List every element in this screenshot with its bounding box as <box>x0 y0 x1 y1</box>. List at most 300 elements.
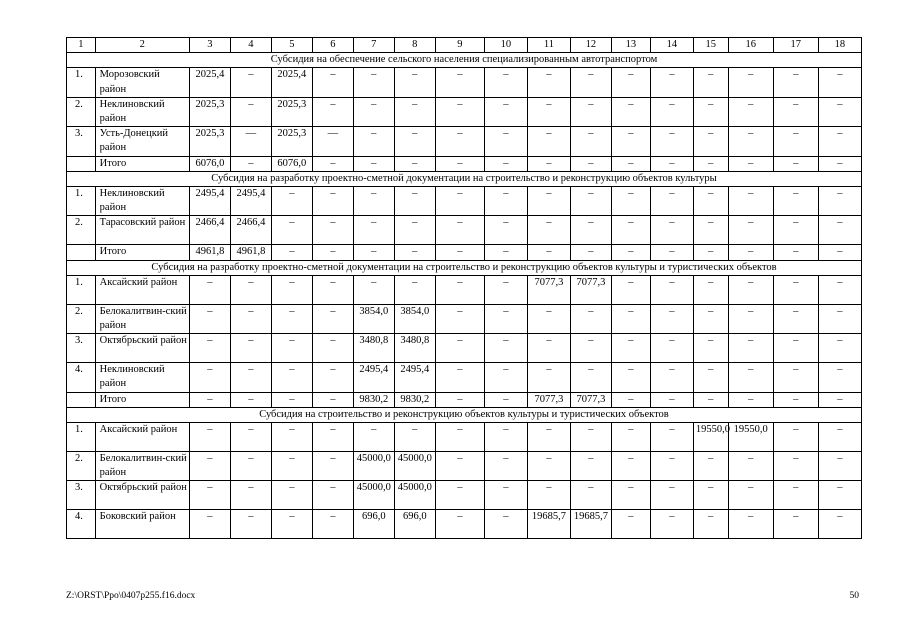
value-cell: – <box>650 392 693 407</box>
value-cell: – <box>527 304 570 333</box>
value-cell: – <box>189 275 230 304</box>
value-cell: – <box>728 127 773 156</box>
value-cell: – <box>650 275 693 304</box>
value-cell: – <box>693 97 728 126</box>
value-cell: – <box>484 187 527 216</box>
value-cell: 7077,3 <box>527 392 570 407</box>
value-cell: – <box>611 216 650 245</box>
value-cell: – <box>693 510 728 539</box>
value-cell: – <box>773 304 818 333</box>
value-cell: – <box>527 156 570 171</box>
value-cell: – <box>818 275 861 304</box>
value-cell: – <box>818 68 861 97</box>
value-cell: 3854,0 <box>394 304 435 333</box>
value-cell: – <box>818 187 861 216</box>
value-cell: – <box>650 510 693 539</box>
value-cell: 2025,3 <box>189 127 230 156</box>
value-cell: – <box>353 423 394 452</box>
value-cell: – <box>611 245 650 260</box>
section-title: Субсидия на разработку проектно-сметной документации на строительство и реконструкцию объектов культуры и туристических объектов <box>67 260 862 275</box>
value-cell: – <box>570 127 611 156</box>
column-header: 14 <box>650 38 693 53</box>
value-cell: – <box>271 452 312 481</box>
value-cell: – <box>728 245 773 260</box>
row-number: 2. <box>67 97 96 126</box>
column-header: 10 <box>484 38 527 53</box>
table-row <box>67 452 862 481</box>
value-cell: – <box>435 97 484 126</box>
value-cell: – <box>728 334 773 363</box>
value-cell: – <box>312 363 353 392</box>
column-header: 17 <box>773 38 818 53</box>
value-cell: – <box>611 452 650 481</box>
value-cell: – <box>394 156 435 171</box>
value-cell: – <box>570 245 611 260</box>
section-title-row <box>67 260 862 275</box>
value-cell: 2025,4 <box>271 68 312 97</box>
column-header: 12 <box>570 38 611 53</box>
value-cell: – <box>611 97 650 126</box>
value-cell: – <box>773 127 818 156</box>
column-header: 4 <box>230 38 271 53</box>
value-cell: – <box>818 392 861 407</box>
value-cell: 696,0 <box>353 510 394 539</box>
value-cell: 2025,3 <box>271 97 312 126</box>
column-header: 2 <box>95 38 189 53</box>
value-cell: – <box>394 423 435 452</box>
value-cell: – <box>435 304 484 333</box>
value-cell: – <box>312 481 353 510</box>
value-cell: – <box>773 423 818 452</box>
value-cell: – <box>773 510 818 539</box>
value-cell: 2466,4 <box>189 216 230 245</box>
value-cell: – <box>611 304 650 333</box>
value-cell: – <box>484 510 527 539</box>
value-cell: – <box>693 334 728 363</box>
value-cell: – <box>611 423 650 452</box>
value-cell: 9830,2 <box>394 392 435 407</box>
value-cell: 7077,3 <box>570 275 611 304</box>
value-cell: — <box>230 127 271 156</box>
value-cell: – <box>484 363 527 392</box>
section-title-row <box>67 53 862 68</box>
value-cell: – <box>728 187 773 216</box>
section-title-row <box>67 171 862 186</box>
value-cell: – <box>570 304 611 333</box>
value-cell: – <box>527 363 570 392</box>
district-name: Усть-Донецкий район <box>95 127 189 156</box>
column-header: 6 <box>312 38 353 53</box>
value-cell: – <box>693 363 728 392</box>
value-cell: – <box>693 304 728 333</box>
row-number: 1. <box>67 187 96 216</box>
value-cell: – <box>611 187 650 216</box>
value-cell: – <box>230 97 271 126</box>
value-cell: – <box>189 510 230 539</box>
value-cell: – <box>728 392 773 407</box>
value-cell: – <box>773 187 818 216</box>
value-cell: – <box>773 452 818 481</box>
district-name: Неклиновский район <box>95 363 189 392</box>
value-cell: – <box>435 363 484 392</box>
value-cell: – <box>818 363 861 392</box>
value-cell: – <box>650 452 693 481</box>
value-cell: – <box>611 481 650 510</box>
column-header: 3 <box>189 38 230 53</box>
value-cell: – <box>818 452 861 481</box>
value-cell: 7077,3 <box>527 275 570 304</box>
row-number: 1. <box>67 68 96 97</box>
value-cell: – <box>312 97 353 126</box>
district-name: Аксайский район <box>95 275 189 304</box>
value-cell: – <box>484 156 527 171</box>
value-cell: – <box>650 334 693 363</box>
value-cell: – <box>484 392 527 407</box>
table-row <box>67 187 862 216</box>
value-cell: – <box>693 245 728 260</box>
value-cell: – <box>271 481 312 510</box>
value-cell: – <box>353 156 394 171</box>
value-cell: 696,0 <box>394 510 435 539</box>
value-cell: – <box>773 245 818 260</box>
value-cell: 45000,0 <box>394 481 435 510</box>
row-number: 2. <box>67 452 96 481</box>
value-cell: – <box>773 275 818 304</box>
value-cell: – <box>353 216 394 245</box>
section-title-row <box>67 407 862 422</box>
value-cell: – <box>650 216 693 245</box>
district-name: Боковский район <box>95 510 189 539</box>
value-cell: 4961,8 <box>189 245 230 260</box>
value-cell: 45000,0 <box>353 452 394 481</box>
value-cell: – <box>650 363 693 392</box>
value-cell: – <box>570 334 611 363</box>
value-cell: – <box>527 187 570 216</box>
column-header: 16 <box>728 38 773 53</box>
value-cell: – <box>611 156 650 171</box>
total-row <box>67 392 862 407</box>
value-cell: – <box>435 127 484 156</box>
value-cell: – <box>312 304 353 333</box>
value-cell: – <box>650 68 693 97</box>
column-header: 9 <box>435 38 484 53</box>
value-cell: 19550,0 <box>693 423 728 452</box>
value-cell: – <box>693 392 728 407</box>
value-cell: – <box>570 363 611 392</box>
value-cell: – <box>271 510 312 539</box>
value-cell: – <box>230 334 271 363</box>
row-number: 4. <box>67 363 96 392</box>
value-cell: – <box>312 510 353 539</box>
value-cell: – <box>312 275 353 304</box>
value-cell: – <box>570 156 611 171</box>
value-cell: – <box>312 187 353 216</box>
value-cell: – <box>189 304 230 333</box>
value-cell: – <box>394 187 435 216</box>
section-title: Субсидия на обеспечение сельского населения специализированным автотранспортом <box>67 53 862 68</box>
value-cell: – <box>611 127 650 156</box>
value-cell: – <box>773 334 818 363</box>
value-cell: – <box>484 452 527 481</box>
value-cell: – <box>818 97 861 126</box>
value-cell: – <box>435 510 484 539</box>
value-cell: 45000,0 <box>394 452 435 481</box>
value-cell: – <box>353 187 394 216</box>
table-row <box>67 304 862 333</box>
value-cell: – <box>435 334 484 363</box>
value-cell: – <box>435 245 484 260</box>
value-cell: – <box>527 423 570 452</box>
value-cell: – <box>818 510 861 539</box>
value-cell: – <box>271 392 312 407</box>
value-cell: – <box>570 68 611 97</box>
value-cell: – <box>230 304 271 333</box>
value-cell: – <box>773 156 818 171</box>
value-cell: – <box>312 452 353 481</box>
value-cell: – <box>230 423 271 452</box>
value-cell: – <box>189 423 230 452</box>
table-body <box>67 38 862 539</box>
value-cell: – <box>435 452 484 481</box>
table-row <box>67 363 862 392</box>
value-cell: – <box>693 275 728 304</box>
value-cell: – <box>818 334 861 363</box>
value-cell: – <box>611 334 650 363</box>
value-cell: – <box>189 452 230 481</box>
value-cell: – <box>818 156 861 171</box>
value-cell: – <box>570 481 611 510</box>
value-cell: – <box>394 68 435 97</box>
value-cell: – <box>527 452 570 481</box>
value-cell: – <box>484 481 527 510</box>
column-header: 8 <box>394 38 435 53</box>
value-cell: – <box>271 275 312 304</box>
value-cell: – <box>189 481 230 510</box>
table-row <box>67 275 862 304</box>
value-cell: – <box>484 216 527 245</box>
value-cell: – <box>353 275 394 304</box>
value-cell: – <box>650 304 693 333</box>
value-cell: 3480,8 <box>353 334 394 363</box>
value-cell: – <box>570 452 611 481</box>
value-cell: – <box>570 187 611 216</box>
value-cell: – <box>693 187 728 216</box>
column-header: 18 <box>818 38 861 53</box>
district-name: Белокалитвин-ский район <box>95 452 189 481</box>
value-cell: – <box>484 334 527 363</box>
value-cell: – <box>728 481 773 510</box>
value-cell: – <box>650 423 693 452</box>
section-title: Субсидия на разработку проектно-сметной документации на строительство и реконструкцию объектов культуры <box>67 171 862 186</box>
total-row <box>67 156 862 171</box>
value-cell: – <box>312 423 353 452</box>
value-cell: – <box>394 97 435 126</box>
value-cell: – <box>271 187 312 216</box>
value-cell: – <box>650 97 693 126</box>
total-row <box>67 245 862 260</box>
district-name: Тарасовский район <box>95 216 189 245</box>
value-cell: – <box>611 363 650 392</box>
value-cell: – <box>650 127 693 156</box>
value-cell: – <box>230 68 271 97</box>
column-header: 15 <box>693 38 728 53</box>
row-number: 2. <box>67 216 96 245</box>
value-cell: – <box>230 481 271 510</box>
row-number: 3. <box>67 127 96 156</box>
district-name: Итого <box>95 392 189 407</box>
value-cell: – <box>773 392 818 407</box>
value-cell: – <box>484 423 527 452</box>
table-row <box>67 481 862 510</box>
value-cell: – <box>484 97 527 126</box>
value-cell: – <box>527 68 570 97</box>
value-cell: – <box>527 245 570 260</box>
value-cell: 19685,7 <box>570 510 611 539</box>
row-number: 1. <box>67 423 96 452</box>
value-cell: – <box>271 363 312 392</box>
table-row <box>67 510 862 539</box>
budget-table <box>66 37 862 539</box>
value-cell: – <box>818 216 861 245</box>
value-cell: – <box>435 392 484 407</box>
district-name: Октябрьский район <box>95 334 189 363</box>
value-cell: – <box>693 216 728 245</box>
value-cell: 45000,0 <box>353 481 394 510</box>
district-name: Морозовский район <box>95 68 189 97</box>
value-cell: – <box>650 187 693 216</box>
value-cell: – <box>353 68 394 97</box>
value-cell: – <box>394 275 435 304</box>
value-cell: – <box>435 68 484 97</box>
value-cell: – <box>570 97 611 126</box>
value-cell: – <box>818 127 861 156</box>
value-cell: – <box>271 304 312 333</box>
value-cell: – <box>611 275 650 304</box>
value-cell: – <box>435 216 484 245</box>
value-cell: 4961,8 <box>230 245 271 260</box>
value-cell: – <box>435 156 484 171</box>
value-cell: – <box>527 481 570 510</box>
value-cell: – <box>818 245 861 260</box>
value-cell: – <box>230 363 271 392</box>
value-cell: – <box>818 481 861 510</box>
value-cell: – <box>484 127 527 156</box>
value-cell: – <box>435 423 484 452</box>
value-cell: 3480,8 <box>394 334 435 363</box>
value-cell: – <box>693 127 728 156</box>
value-cell: – <box>527 127 570 156</box>
table-row <box>67 127 862 156</box>
value-cell: – <box>728 68 773 97</box>
column-header: 7 <box>353 38 394 53</box>
value-cell: 2495,4 <box>394 363 435 392</box>
column-header: 11 <box>527 38 570 53</box>
value-cell: – <box>818 423 861 452</box>
column-header: 5 <box>271 38 312 53</box>
value-cell: – <box>484 275 527 304</box>
value-cell: – <box>611 510 650 539</box>
value-cell: – <box>693 481 728 510</box>
value-cell: – <box>312 334 353 363</box>
value-cell: – <box>650 481 693 510</box>
value-cell: — <box>312 127 353 156</box>
value-cell: 19685,7 <box>527 510 570 539</box>
row-number <box>67 392 96 407</box>
value-cell: – <box>312 68 353 97</box>
value-cell: – <box>527 97 570 126</box>
value-cell: – <box>728 97 773 126</box>
value-cell: 2466,4 <box>230 216 271 245</box>
value-cell: – <box>189 334 230 363</box>
row-number: 1. <box>67 275 96 304</box>
value-cell: – <box>230 275 271 304</box>
value-cell: – <box>693 68 728 97</box>
value-cell: – <box>611 392 650 407</box>
value-cell: 2025,4 <box>189 68 230 97</box>
table-row <box>67 423 862 452</box>
value-cell: – <box>230 392 271 407</box>
column-header: 13 <box>611 38 650 53</box>
table-row <box>67 68 862 97</box>
row-number: 3. <box>67 481 96 510</box>
value-cell: – <box>527 216 570 245</box>
value-cell: – <box>484 245 527 260</box>
value-cell: – <box>353 127 394 156</box>
row-number: 2. <box>67 304 96 333</box>
value-cell: – <box>394 245 435 260</box>
column-header: 1 <box>67 38 96 53</box>
value-cell: – <box>650 245 693 260</box>
value-cell: – <box>312 392 353 407</box>
district-name: Итого <box>95 156 189 171</box>
district-name: Итого <box>95 245 189 260</box>
value-cell: 2495,4 <box>353 363 394 392</box>
district-name: Неклиновский район <box>95 187 189 216</box>
value-cell: 6076,0 <box>189 156 230 171</box>
value-cell: – <box>271 423 312 452</box>
value-cell: – <box>728 510 773 539</box>
value-cell: – <box>728 216 773 245</box>
value-cell: – <box>271 334 312 363</box>
district-name: Неклиновский район <box>95 97 189 126</box>
row-number: 3. <box>67 334 96 363</box>
value-cell: – <box>773 481 818 510</box>
value-cell: – <box>230 156 271 171</box>
value-cell: – <box>611 68 650 97</box>
value-cell: – <box>728 452 773 481</box>
value-cell: – <box>189 392 230 407</box>
value-cell: – <box>693 156 728 171</box>
value-cell: 6076,0 <box>271 156 312 171</box>
table-row <box>67 334 862 363</box>
value-cell: – <box>728 304 773 333</box>
value-cell: 7077,3 <box>570 392 611 407</box>
district-name: Октябрьский район <box>95 481 189 510</box>
value-cell: – <box>394 216 435 245</box>
value-cell: 19550,0 <box>728 423 773 452</box>
value-cell: – <box>527 334 570 363</box>
value-cell: – <box>312 216 353 245</box>
row-number <box>67 245 96 260</box>
value-cell: – <box>570 216 611 245</box>
row-number: 4. <box>67 510 96 539</box>
district-name: Аксайский район <box>95 423 189 452</box>
value-cell: – <box>435 481 484 510</box>
value-cell: – <box>353 245 394 260</box>
value-cell: – <box>353 97 394 126</box>
value-cell: – <box>728 363 773 392</box>
value-cell: – <box>230 452 271 481</box>
